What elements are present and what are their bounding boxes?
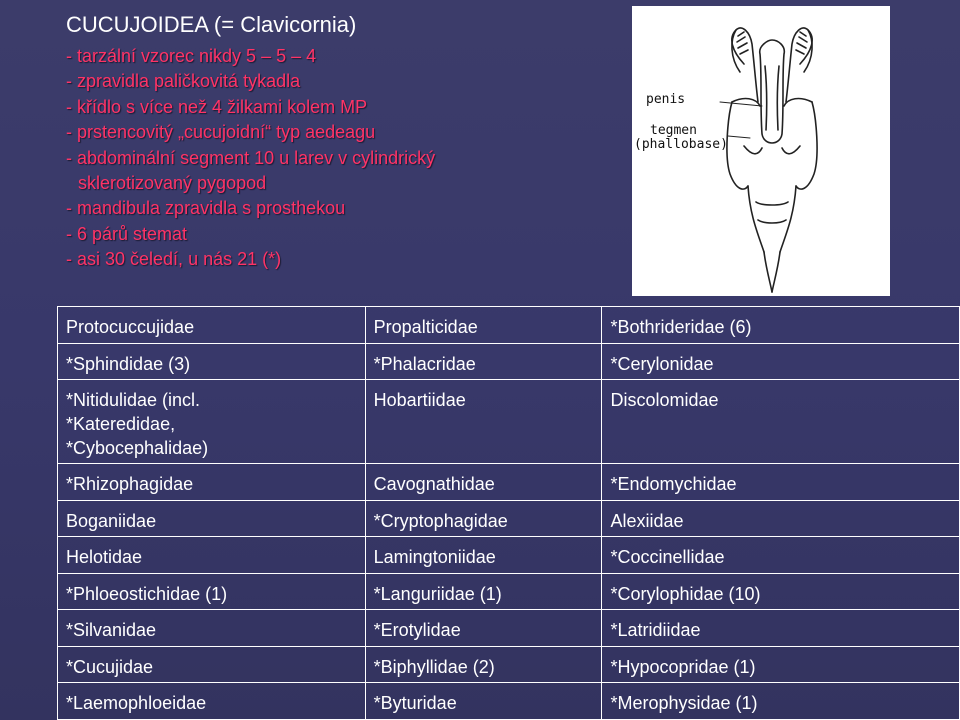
table-cell: *Cucujidae — [58, 646, 366, 683]
table-cell: *Rhizophagidae — [58, 464, 366, 501]
table-cell: *Cryptophagidae — [365, 500, 602, 537]
families-table — [57, 306, 960, 720]
table-cell: *Languriidae (1) — [365, 573, 602, 610]
bullet-list — [66, 44, 606, 273]
table-cell: Propalticidae — [365, 307, 602, 344]
phallobase-label: (phallobase) — [634, 137, 728, 152]
table-cell: *Hypocopridae (1) — [602, 646, 960, 683]
bullet-item: - asi 30 čeledí, u nás 21 (*) — [66, 249, 282, 270]
table-row — [58, 380, 960, 464]
table-cell: Cavognathidae — [365, 464, 602, 501]
penis-label: penis — [646, 92, 686, 107]
table-cell: Hobartiidae — [365, 380, 602, 464]
table-cell: Helotidae — [58, 537, 366, 574]
table-cell: *Biphyllidae (2) — [365, 646, 602, 683]
table-row — [58, 343, 960, 380]
bullet-item: - prstencovitý „cucujoidní“ typ aedeagu — [66, 122, 376, 143]
table-row — [58, 646, 960, 683]
table-row — [58, 500, 960, 537]
table-row — [58, 573, 960, 610]
table-row — [58, 537, 960, 574]
table-cell: *Endomychidae — [602, 464, 960, 501]
bullet-item: - křídlo s více než 4 žilkami kolem MP — [66, 96, 368, 117]
table-cell: *Bothrideridae (6) — [602, 307, 960, 344]
aedeagus-illustration — [632, 6, 890, 296]
aedeagus-drawing — [632, 6, 890, 296]
bullet-item: - tarzální vzorec nikdy 5 – 5 – 4 — [66, 46, 317, 66]
table-cell: *Latridiidae — [602, 610, 960, 647]
table-cell: *Corylophidae (10) — [602, 573, 960, 610]
table-row — [58, 464, 960, 501]
table-cell: *Sphindidae (3) — [58, 343, 366, 380]
table-cell: *Silvanidae — [58, 610, 366, 647]
bullet-item: - zpravidla paličkovitá tykadla — [66, 71, 301, 92]
table-row — [58, 307, 960, 344]
bullet-item-continuation: sklerotizovaný pygopod — [78, 173, 267, 194]
bullet-item: - 6 párů stemat — [66, 223, 188, 244]
cell-line: *Kateredidae, — [66, 414, 176, 434]
table-cell: Protocuccujidae — [58, 307, 366, 344]
table-row — [58, 683, 960, 720]
table-cell: *Byturidae — [365, 683, 602, 720]
table-cell: *Cerylonidae — [602, 343, 960, 380]
bullet-item: - mandibula zpravidla s prosthekou — [66, 198, 346, 219]
table-row — [58, 610, 960, 647]
slide-title: CUCUJOIDEA (= Clavicornia) — [66, 12, 357, 37]
cell-line: *Nitidulidae (incl. — [66, 390, 201, 410]
table-cell: *Laemophloeidae — [58, 683, 366, 720]
table-cell: Alexiidae — [602, 500, 960, 537]
table-cell: *Merophysidae (1) — [602, 683, 960, 720]
tegmen-label: tegmen — [650, 123, 697, 138]
bullet-item: - abdominální segment 10 u larev v cylindrický — [66, 147, 436, 168]
cell-line: *Cybocephalidae) — [66, 438, 209, 458]
table-cell: Lamingtoniidae — [365, 537, 602, 574]
table-cell: Discolomidae — [602, 380, 960, 464]
table-cell: *Coccinellidae — [602, 537, 960, 574]
table-cell: *Erotylidae — [365, 610, 602, 647]
table-cell: Boganiidae — [58, 500, 366, 537]
table-cell: *Phloeostichidae (1) — [58, 573, 366, 610]
table-cell-multiline — [58, 380, 366, 464]
table-cell: *Phalacridae — [365, 343, 602, 380]
